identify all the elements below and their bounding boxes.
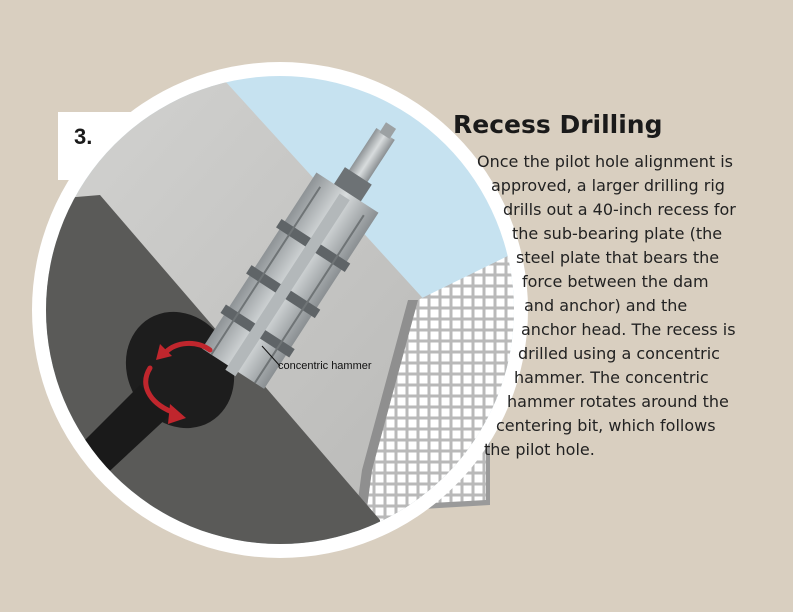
description <box>0 150 793 470</box>
description-line: drills out a 40-inch recess for <box>503 200 736 219</box>
description-line: drilled using a concentric <box>518 344 720 363</box>
description-line: the sub-bearing plate (the <box>512 224 723 243</box>
description-line: hammer rotates around the <box>507 392 729 411</box>
description-line: centering bit, which follows <box>496 416 716 435</box>
description-line: Once the pilot hole alignment is <box>477 152 734 171</box>
description-line: hammer. The concentric <box>514 368 709 387</box>
description-line: and anchor) and the <box>524 296 688 315</box>
description-line: steel plate that bears the <box>516 248 720 267</box>
description-line: force between the dam <box>522 272 709 291</box>
description-line: approved, a larger drilling rig <box>491 176 725 195</box>
description-line: anchor head. The recess is <box>521 320 736 339</box>
description-line: the pilot hole. <box>484 440 595 459</box>
step-number: 3. <box>74 124 93 149</box>
page-title: Recess Drilling <box>453 110 663 139</box>
callout-label: concentric hammer <box>278 360 372 372</box>
